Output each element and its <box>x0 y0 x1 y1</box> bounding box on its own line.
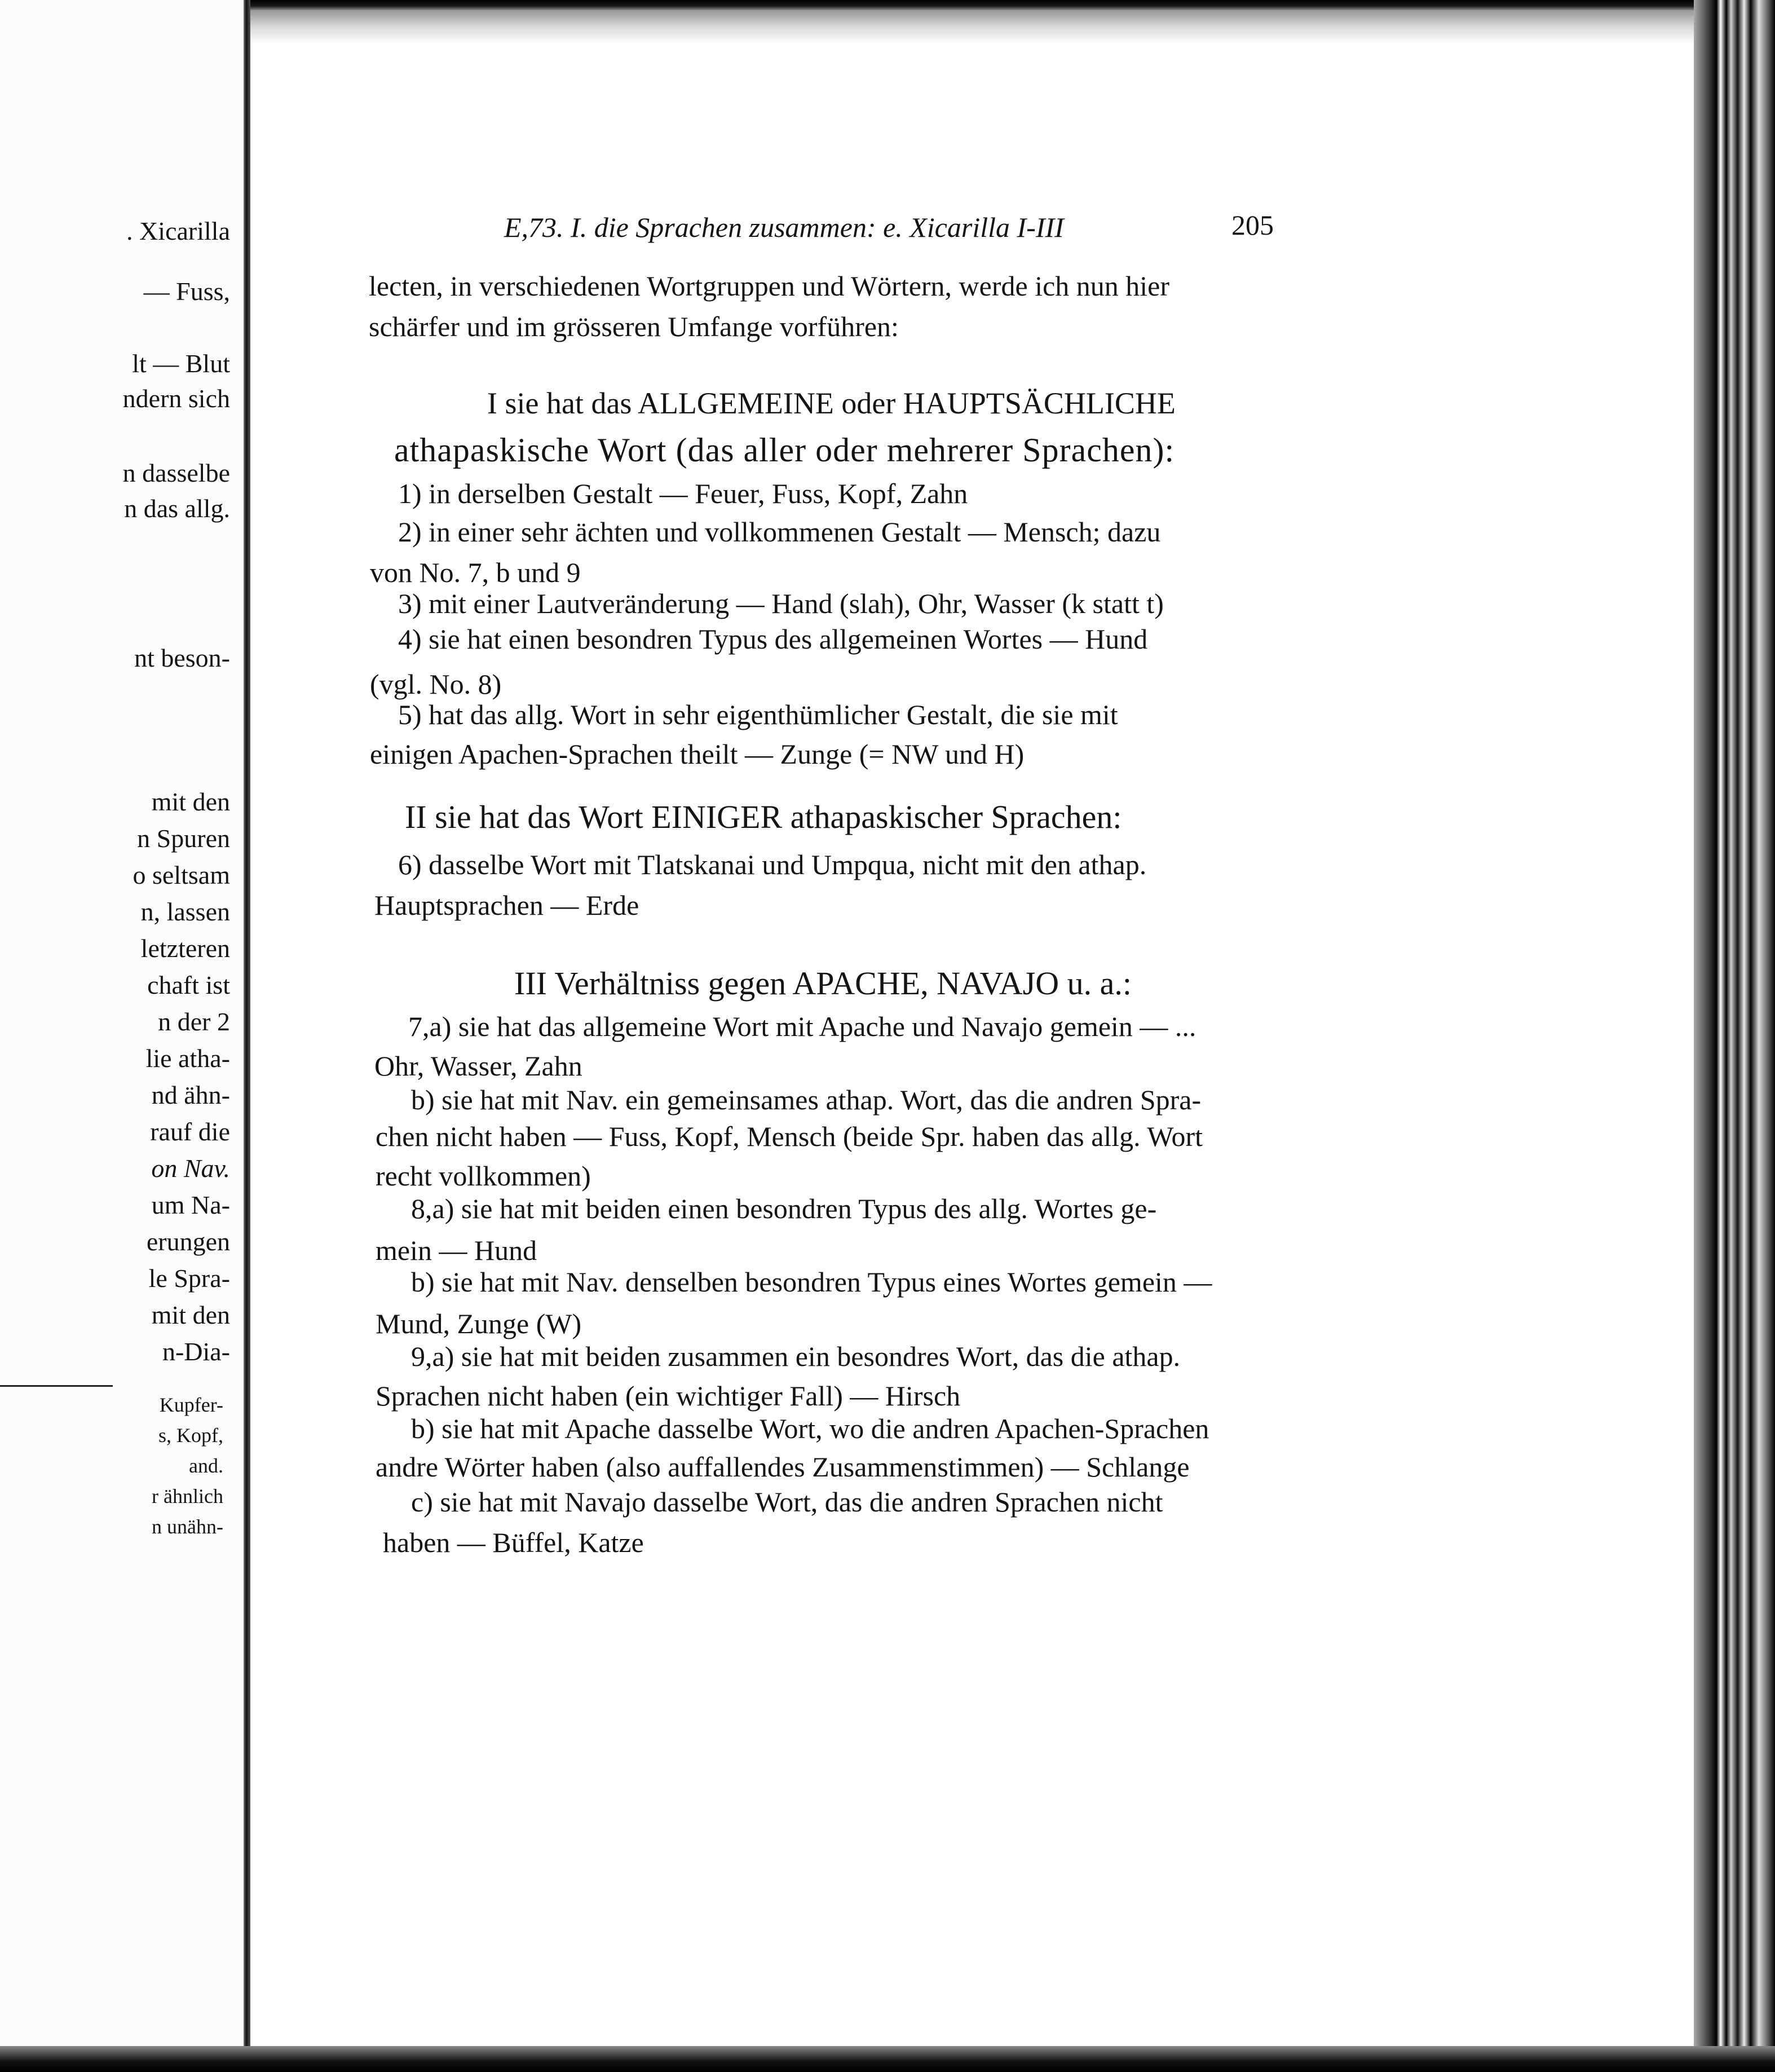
section-III-line: 8,a) sie hat mit beiden einen besondren Typus des allg. Wortes ge- <box>411 1193 1157 1224</box>
left-footnote-line: n unähn- <box>152 1515 223 1538</box>
section-III-line: b) sie hat mit Apache dasselbe Wort, wo die andren Apachen-Sprachen <box>411 1413 1209 1444</box>
section-II-heading: II sie hat das Wort EINIGER athapaskischer Sprachen: <box>405 799 1122 835</box>
section-I-heading-cont: athapaskische Wort (das aller oder mehrerer Sprachen): <box>394 431 1175 469</box>
bottom-page-edge <box>0 2046 1775 2072</box>
intro-line: schärfer und im grösseren Umfange vorführen: <box>369 311 899 342</box>
section-II-line: 6) dasselbe Wort mit Tlatskanai und Umpqua, nicht mit den athap. <box>398 849 1147 880</box>
left-fragment-line: ndern sich <box>122 384 230 413</box>
left-fragment-line: o seltsam <box>133 861 230 889</box>
left-footnote-line: and. <box>189 1454 223 1477</box>
section-III-heading: III Verhältniss gegen APACHE, NAVAJO u. a.: <box>514 965 1132 1002</box>
section-I-line: 1) in derselben Gestalt — Feuer, Fuss, Kopf, Zahn <box>398 478 968 509</box>
section-III-line: Mund, Zunge (W) <box>376 1308 582 1339</box>
book-gutter <box>244 0 250 2072</box>
left-fragment-line: lie atha- <box>145 1044 230 1073</box>
left-fragment-line: letzteren <box>140 934 230 963</box>
section-I-heading: I sie hat das ALLGEMEINE oder HAUPTSÄCHLICHE <box>487 386 1176 420</box>
left-fragment-line: le Spra- <box>148 1264 230 1293</box>
section-III-line: recht vollkommen) <box>376 1160 591 1192</box>
left-fragment-line: — Fuss, <box>143 277 230 306</box>
section-III-line: b) sie hat mit Nav. denselben besondren Typus eines Wortes gemein — <box>411 1266 1212 1298</box>
section-I-line: 5) hat das allg. Wort in sehr eigenthümlicher Gestalt, die sie mit <box>398 699 1118 730</box>
left-fragment-line: n dasselbe <box>122 459 230 487</box>
page-top-shadow <box>250 10 1694 44</box>
left-fragment-line: rauf die <box>150 1117 230 1146</box>
left-fragment-line: um Na- <box>151 1191 230 1219</box>
left-fragment-line: n-Dia- <box>162 1337 230 1366</box>
left-fragment-line: on Nav. <box>151 1154 230 1183</box>
left-page-fragment <box>0 0 244 2072</box>
section-I-line: einigen Apachen-Sprachen theilt — Zunge (= NW und H) <box>370 738 1025 770</box>
intro-line: lecten, in verschiedenen Wortgruppen und Wörtern, werde ich nun hier <box>369 270 1170 302</box>
section-II-line: Hauptsprachen — Erde <box>374 889 639 921</box>
left-fragment-line: chaft ist <box>147 971 230 999</box>
section-III-line: Sprachen nicht haben (ein wichtiger Fall) — Hirsch <box>376 1380 961 1412</box>
section-I-line: (vgl. No. 8) <box>370 668 502 700</box>
left-fragment-line: n das allg. <box>124 494 230 523</box>
left-fragment-line: n, lassen <box>140 897 230 926</box>
section-I-line: 3) mit einer Lautveränderung — Hand (slah), Ohr, Wasser (k statt t) <box>398 588 1164 619</box>
left-footnote-line: s, Kopf, <box>158 1424 223 1447</box>
section-III-line: 9,a) sie hat mit beiden zusammen ein besondres Wort, das die athap. <box>411 1341 1181 1372</box>
left-fragment-line: erungen <box>146 1227 230 1256</box>
left-footnote-line: Kupfer- <box>159 1394 223 1416</box>
left-fragment-line: n Spuren <box>137 824 230 853</box>
left-fragment-line: nd ähn- <box>151 1081 230 1109</box>
section-III-line: b) sie hat mit Nav. ein gemeinsames athap. Wort, das die andren Spra- <box>411 1084 1202 1116</box>
left-fragment-line: mit den <box>151 1300 230 1329</box>
left-fragment-line: mit den <box>151 787 230 816</box>
section-III-line: c) sie hat mit Navajo dasselbe Wort, das die andren Sprachen nicht <box>411 1486 1163 1518</box>
section-I-line: von No. 7, b und 9 <box>370 557 581 588</box>
left-footnote-line: r ähnlich <box>152 1485 223 1507</box>
left-fragment-line: . Xicarilla <box>126 217 230 245</box>
section-III-line: andre Wörter haben (also auffallendes Zusammenstimmen) — Schlange <box>376 1451 1190 1483</box>
left-fragment-line: lt — Blut <box>132 349 230 378</box>
section-III-line: chen nicht haben — Fuss, Kopf, Mensch (beide Spr. haben das allg. Wort <box>376 1121 1203 1152</box>
section-III-line: mein — Hund <box>376 1235 537 1266</box>
section-III-line: Ohr, Wasser, Zahn <box>374 1050 582 1082</box>
footnote-rule <box>0 1385 113 1387</box>
section-III-line: haben — Büffel, Katze <box>383 1527 644 1558</box>
section-III-line: 7,a) sie hat das allgemeine Wort mit Apache und Navajo gemein — ... <box>408 1011 1196 1042</box>
right-book-edge <box>1694 0 1775 2072</box>
section-I-line: 2) in einer sehr ächten und vollkommenen Gestalt — Mensch; dazu <box>398 516 1161 548</box>
main-page <box>250 0 1694 2072</box>
running-head: E,73. I. die Sprachen zusammen: e. Xicarilla I-III <box>504 211 1064 243</box>
left-fragment-line: n der 2 <box>158 1007 230 1036</box>
left-fragment-line: nt beson- <box>134 643 230 672</box>
section-I-line: 4) sie hat einen besondren Typus des allgemeinen Wortes — Hund <box>398 623 1148 655</box>
page-number: 205 <box>1231 209 1274 241</box>
